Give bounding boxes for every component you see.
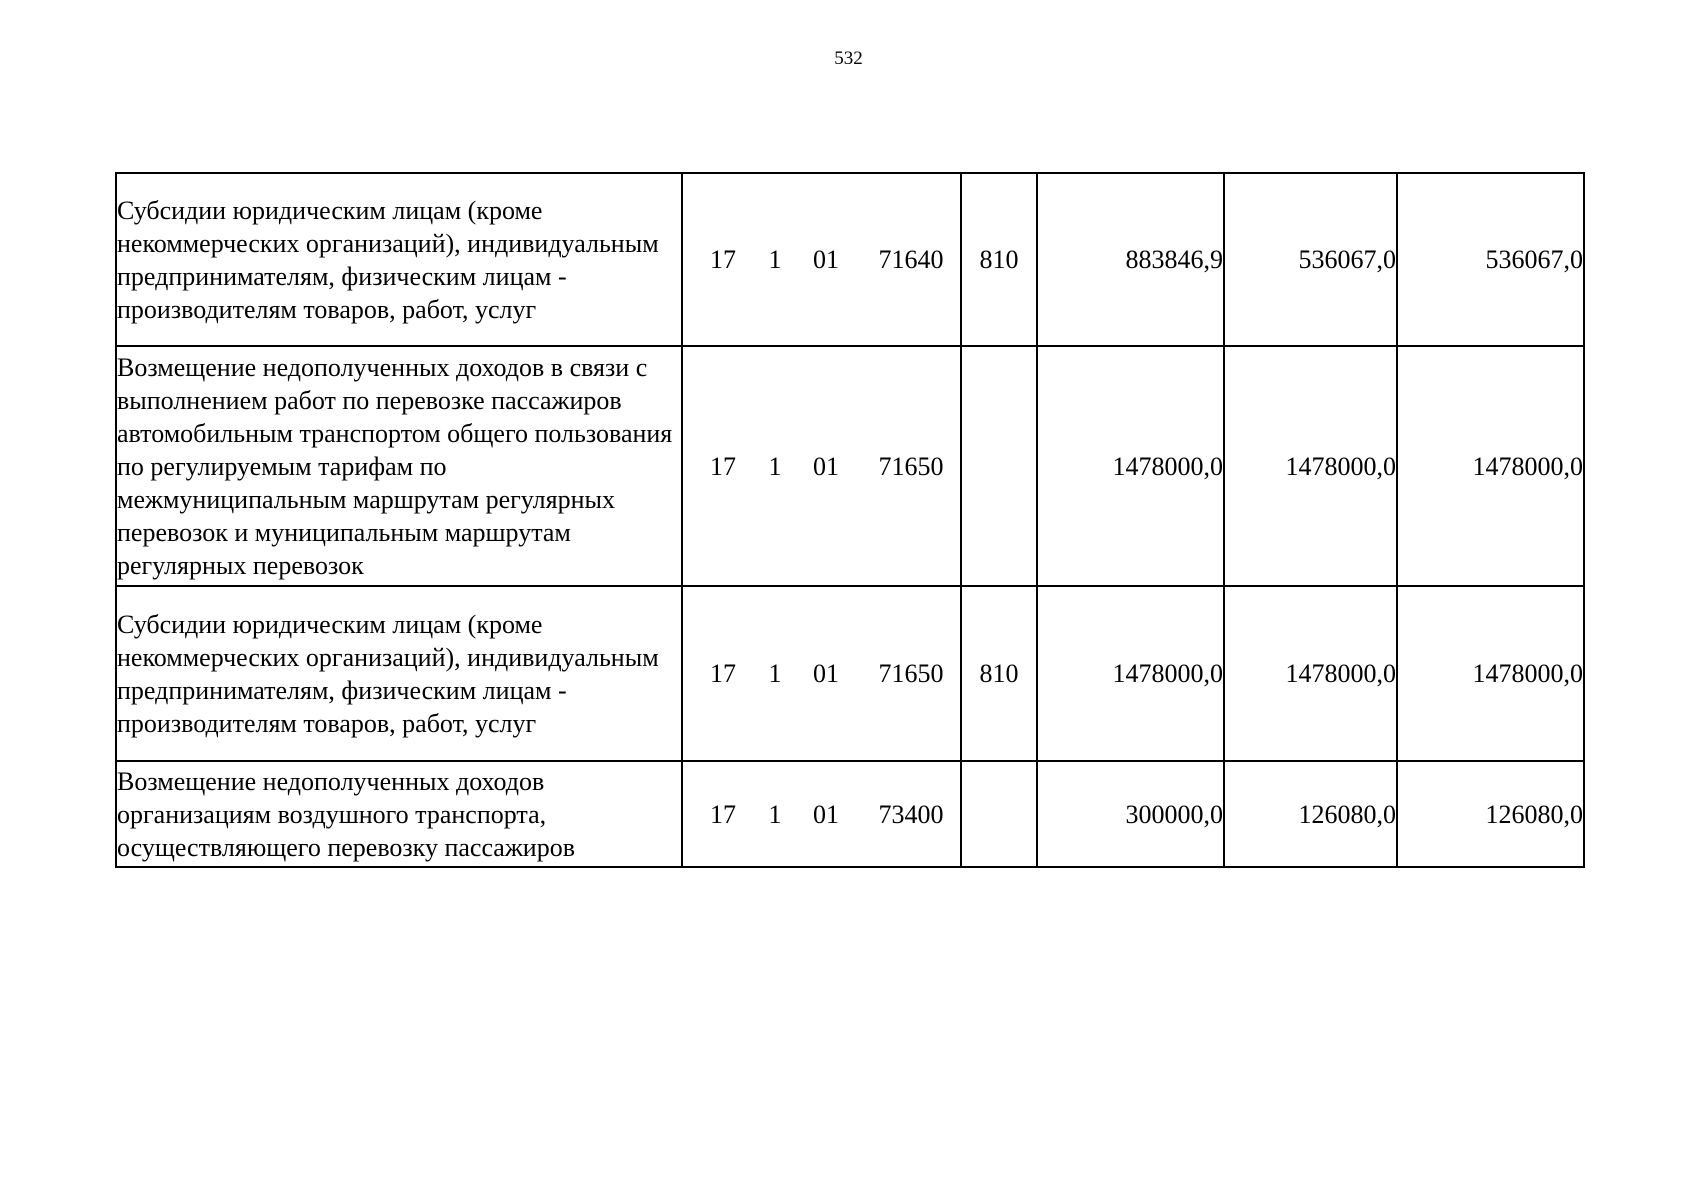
code-direction: 71650 [878,659,944,688]
row-codes [682,346,961,586]
code-direction: 71640 [878,245,944,274]
amount-year-2: 1478000,0 [1224,346,1397,586]
expense-type-code [961,761,1037,867]
code-subprogram: 1 [768,451,782,481]
amount-year-1: 1478000,0 [1037,586,1224,761]
amount-year-2: 126080,0 [1224,761,1397,867]
row-description: Субсидии юридическим лицам (кроме некоммерческих организаций), индивидуальным предпринимателям, физическим лицам - производителям товаров, работ, услуг [116,586,682,761]
amount-year-2: 1478000,0 [1224,586,1397,761]
table-row [116,346,1584,586]
amount-year-2: 536067,0 [1224,173,1397,346]
row-description: Возмещение недополученных доходов в связи с выполнением работ по перевозке пассажиров автомобильным транспортом общего пользования по регулируемым тарифам по межмуниципальным маршрутам регулярных перевозок и муниципальным маршрутам регулярных перевозок [116,346,682,586]
amount-year-3: 126080,0 [1397,761,1584,867]
code-direction: 71650 [878,451,944,481]
code-direction: 73400 [878,799,944,829]
expense-type-code: 810 [961,173,1037,346]
amount-year-3: 1478000,0 [1397,586,1584,761]
code-subprogram: 1 [768,659,782,688]
code-program: 17 [710,245,736,274]
row-codes [682,586,961,761]
code-program: 17 [710,799,736,829]
row-description: Субсидии юридическим лицам (кроме некоммерческих организаций), индивидуальным предпринимателям, физическим лицам - производителям товаров, работ, услуг [116,173,682,346]
row-description: Возмещение недополученных доходов организациям воздушного транспорта, осуществляющего перевозку пассажиров [116,761,682,867]
page-number: 532 [834,48,863,69]
code-main-activity: 01 [813,245,839,274]
code-subprogram: 1 [768,245,782,274]
row-codes [682,173,961,346]
code-main-activity: 01 [813,451,839,481]
code-main-activity: 01 [813,659,839,688]
budget-table [115,172,1585,868]
code-main-activity: 01 [813,799,839,829]
table-row [116,761,1584,867]
amount-year-3: 1478000,0 [1397,346,1584,586]
amount-year-3: 536067,0 [1397,173,1584,346]
table-row [116,173,1584,346]
row-codes [682,761,961,867]
expense-type-code: 810 [961,586,1037,761]
amount-year-1: 300000,0 [1037,761,1224,867]
amount-year-1: 1478000,0 [1037,346,1224,586]
amount-year-1: 883846,9 [1037,173,1224,346]
table-row [116,586,1584,761]
code-program: 17 [710,659,736,688]
expense-type-code [961,346,1037,586]
code-subprogram: 1 [768,799,782,829]
code-program: 17 [710,451,736,481]
